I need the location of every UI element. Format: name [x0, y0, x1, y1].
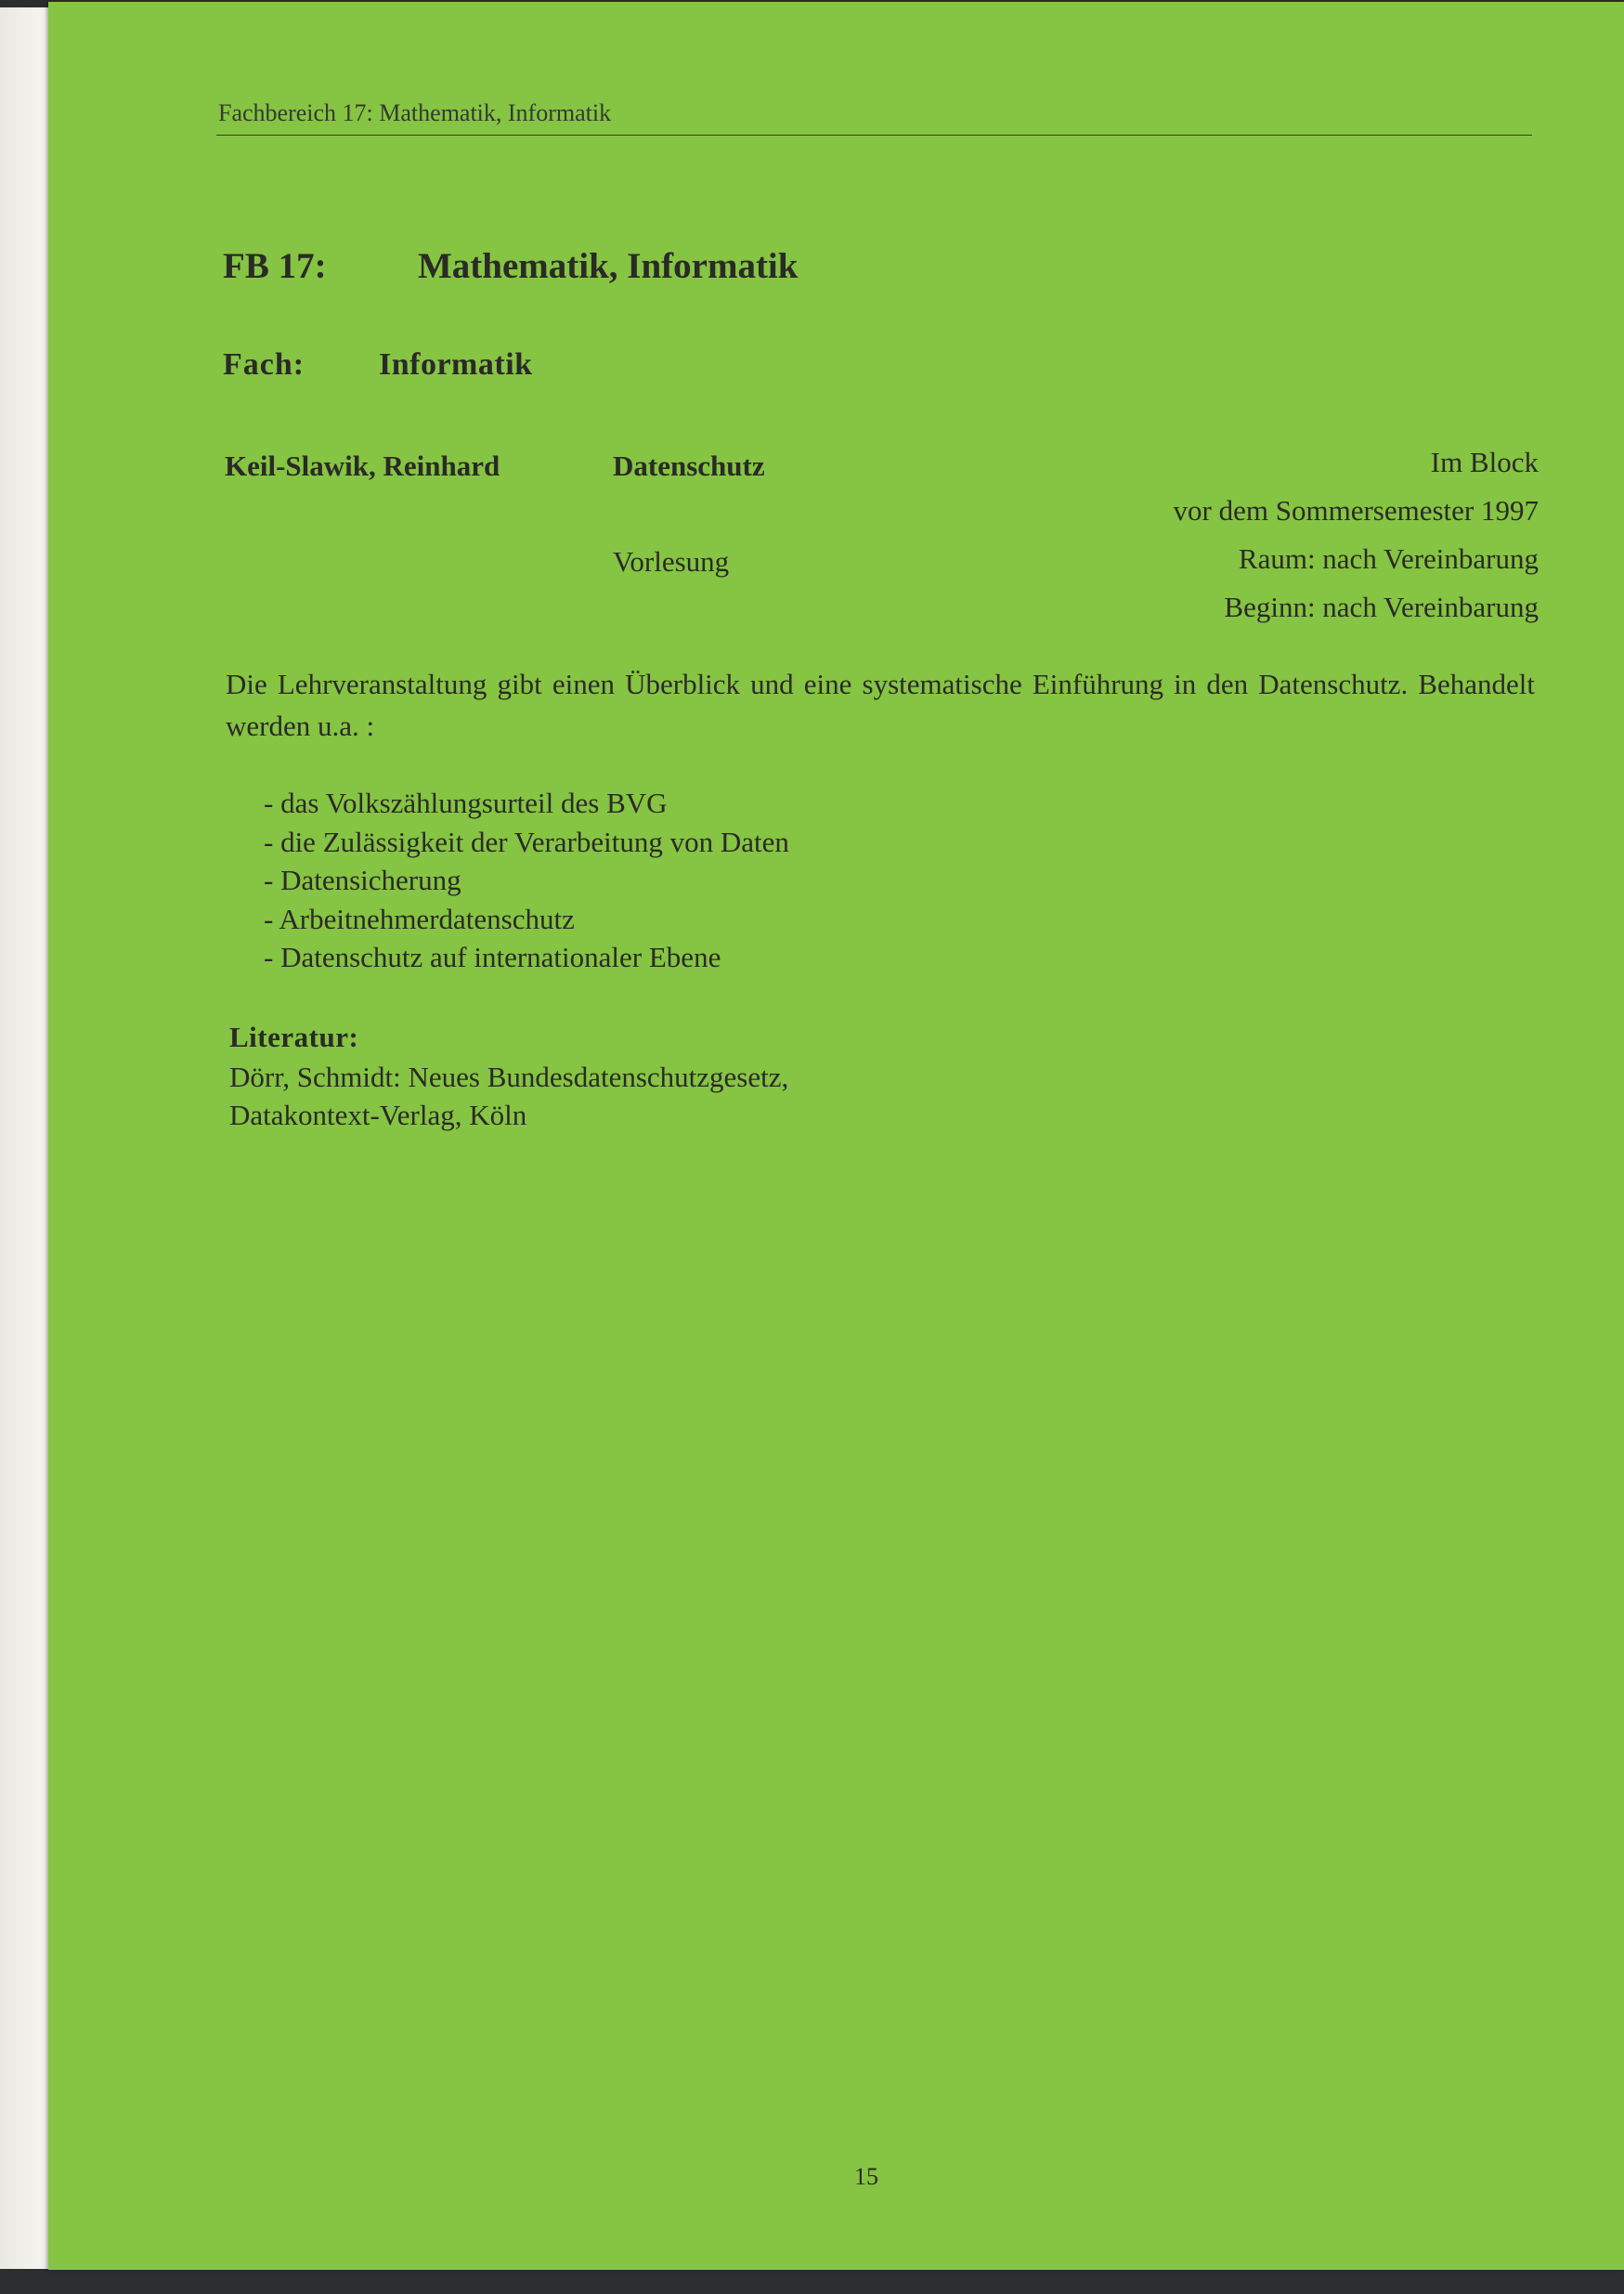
topic-item: - Datenschutz auf internationaler Ebene	[264, 941, 721, 973]
schedule-line: vor dem Sommersemester 1997	[1173, 494, 1539, 527]
header-rule	[216, 135, 1532, 136]
department-label: FB 17:	[223, 246, 327, 286]
page-number: 15	[854, 2163, 878, 2190]
subject-label: Fach:	[223, 347, 305, 382]
green-document-page	[48, 2, 1624, 2270]
topic-item: - Datensicherung	[264, 864, 461, 896]
schedule-line: Beginn: nach Vereinbarung	[1224, 591, 1539, 623]
lecturer-name: Keil-Slawik, Reinhard	[225, 450, 500, 482]
subject-value: Informatik	[379, 347, 533, 382]
literature-entry	[229, 1058, 788, 1134]
topic-item: - das Volkszählungsurteil des BVG	[264, 787, 668, 819]
course-schedule	[1174, 438, 1539, 632]
course-description: Die Lehrveranstaltung gibt einen Überblick und eine systematische Einführung in den Datenschutz. Behandelt werden u.a. :	[226, 668, 1535, 742]
topic-item: - Arbeitnehmerdatenschutz	[264, 902, 575, 935]
schedule-line: Raum: nach Vereinbarung	[1238, 542, 1539, 575]
topic-item: - die Zulässigkeit der Verarbeitung von Daten	[264, 825, 789, 858]
department-title: Mathematik, Informatik	[418, 246, 799, 286]
literature-line: Datakontext-Verlag, Köln	[229, 1099, 527, 1131]
literature-heading: Literatur:	[229, 1021, 359, 1053]
schedule-line: Im Block	[1430, 446, 1539, 478]
course-type: Vorlesung	[613, 545, 730, 578]
topic-list	[264, 784, 789, 977]
running-head: Fachbereich 17: Mathematik, Informatik	[218, 99, 612, 126]
literature-line: Dörr, Schmidt: Neues Bundesdatenschutzgesetz,	[229, 1061, 789, 1093]
course-title: Datenschutz	[613, 450, 765, 482]
